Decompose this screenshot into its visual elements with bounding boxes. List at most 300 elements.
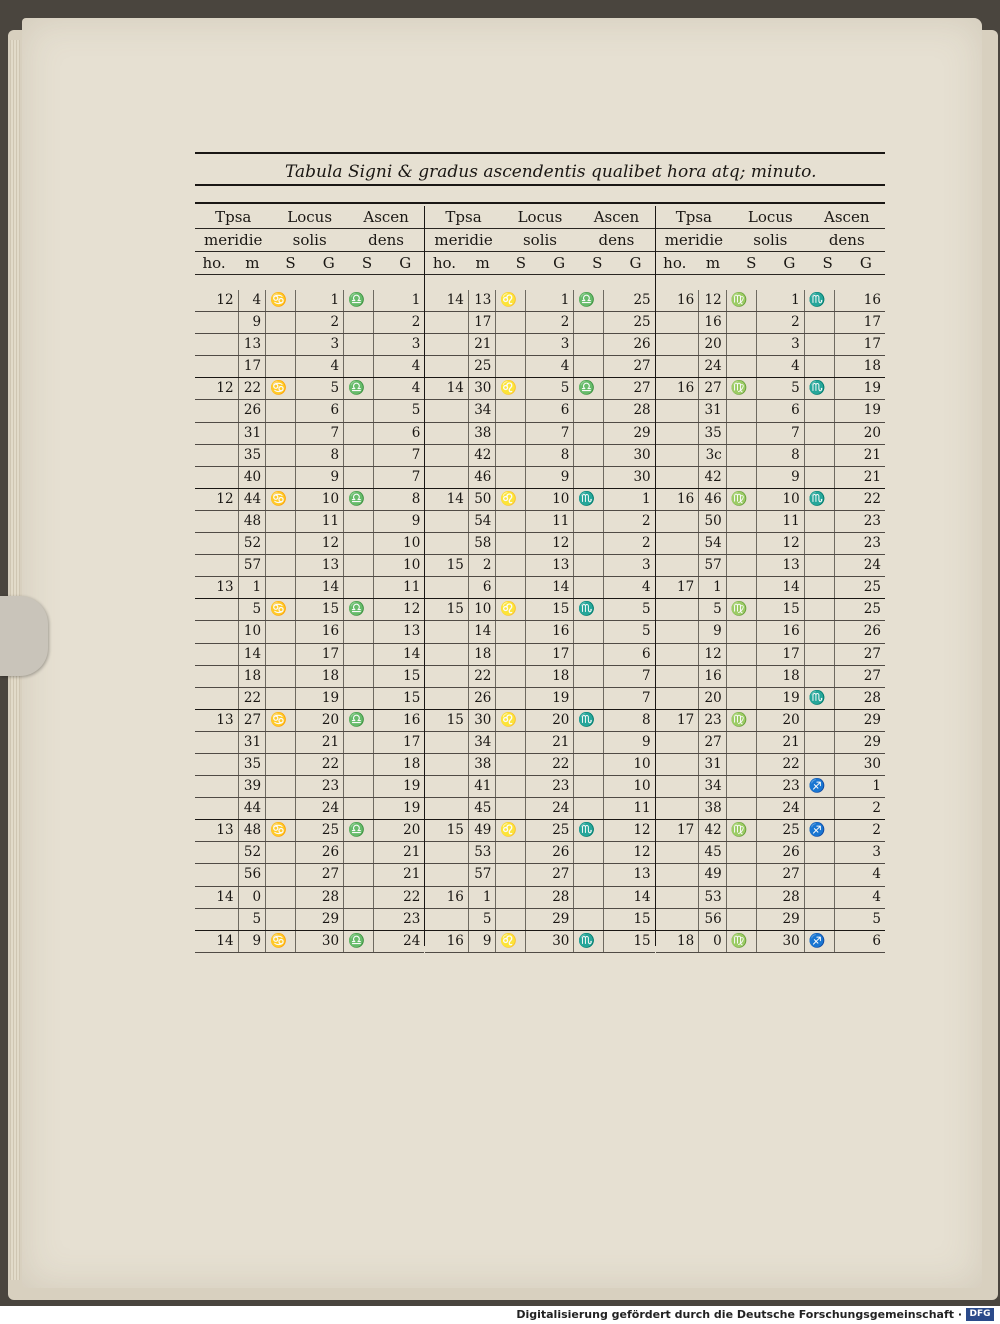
table-cell bbox=[574, 334, 604, 355]
table-cell bbox=[574, 732, 604, 753]
table-cell bbox=[574, 754, 604, 775]
table-cell: 31 bbox=[699, 400, 727, 421]
table-cell: 15 bbox=[425, 599, 469, 620]
header-cell: S bbox=[285, 254, 296, 272]
table-cell bbox=[344, 577, 374, 598]
table-row bbox=[195, 776, 424, 798]
table-cell bbox=[266, 423, 296, 444]
header-cell: G bbox=[553, 254, 566, 272]
table-cell: 0 bbox=[239, 887, 267, 908]
table-row bbox=[656, 445, 885, 467]
table-cell bbox=[195, 621, 239, 642]
table-cell bbox=[195, 445, 239, 466]
table-cell bbox=[656, 887, 700, 908]
table-cell bbox=[195, 334, 239, 355]
table-cell bbox=[425, 864, 469, 885]
table-cell: 15 bbox=[526, 599, 574, 620]
table-cell: 7 bbox=[411, 468, 421, 485]
table-cell bbox=[195, 732, 239, 753]
table-cell bbox=[344, 423, 374, 444]
table-cell bbox=[266, 445, 296, 466]
table-cell bbox=[344, 356, 374, 377]
table-cell bbox=[574, 842, 604, 863]
table-cell: 17 bbox=[296, 644, 344, 665]
table-cell: 15 bbox=[425, 710, 469, 731]
table-cell: 5 bbox=[872, 910, 881, 927]
table-cell: 54 bbox=[699, 533, 727, 554]
table-cell: 9 bbox=[642, 733, 651, 750]
table-cell: 30 bbox=[633, 446, 651, 463]
top-rule bbox=[195, 152, 885, 154]
table-cell: 3 bbox=[526, 334, 574, 355]
header-row bbox=[656, 206, 885, 229]
table-cell: ♍ bbox=[727, 489, 757, 510]
header-cell: ho. bbox=[663, 254, 687, 272]
table-cell: 12 bbox=[699, 644, 727, 665]
table-cell: 31 bbox=[239, 732, 267, 753]
table-row bbox=[425, 400, 654, 422]
table-cell bbox=[344, 644, 374, 665]
table-cell bbox=[805, 356, 835, 377]
header-row bbox=[195, 206, 424, 229]
table-cell: ♌ bbox=[496, 599, 526, 620]
header-cell: m bbox=[475, 254, 490, 272]
table-cell bbox=[574, 577, 604, 598]
table-row bbox=[656, 798, 885, 820]
table-cell: 28 bbox=[296, 887, 344, 908]
table-cell: 28 bbox=[757, 887, 805, 908]
header-cell: Ascen bbox=[824, 208, 870, 226]
table-cell: 8 bbox=[642, 711, 651, 728]
table-cell: 22 bbox=[239, 688, 267, 709]
table-cell: ♏ bbox=[574, 820, 604, 841]
table-cell bbox=[727, 842, 757, 863]
header-row bbox=[425, 252, 654, 275]
header-row bbox=[195, 252, 424, 275]
table-cell: 42 bbox=[699, 820, 727, 841]
ascension-table bbox=[195, 150, 885, 950]
table-cell: 2 bbox=[757, 312, 805, 333]
table-row bbox=[656, 334, 885, 356]
header-cell: Ascen bbox=[593, 208, 640, 226]
table-cell: 18 bbox=[757, 666, 805, 687]
table-cell: 29 bbox=[863, 711, 881, 728]
table-row bbox=[425, 577, 654, 599]
table-cell: 5 bbox=[642, 601, 651, 618]
table-cell: 25 bbox=[863, 579, 881, 596]
table-cell: 53 bbox=[699, 887, 727, 908]
table-cell: 52 bbox=[239, 533, 267, 554]
table-cell: 11 bbox=[526, 511, 574, 532]
table-cell: 17 bbox=[656, 820, 700, 841]
table-row bbox=[195, 334, 424, 356]
table-cell: 22 bbox=[469, 666, 497, 687]
table-cell: 22 bbox=[403, 888, 421, 905]
table-cell: 7 bbox=[296, 423, 344, 444]
table-row bbox=[656, 710, 885, 732]
table-cell bbox=[656, 754, 700, 775]
table-cell bbox=[195, 864, 239, 885]
table-title: Tabula Signi & gradus ascendentis qualibet hora atq; minuto. bbox=[285, 162, 817, 182]
table-cell: 45 bbox=[469, 798, 497, 819]
table-cell bbox=[266, 776, 296, 797]
table-cell: ♎ bbox=[344, 489, 374, 510]
table-row bbox=[425, 931, 654, 953]
table-cell: ♍ bbox=[727, 378, 757, 399]
table-row bbox=[656, 887, 885, 909]
table-cell bbox=[496, 356, 526, 377]
table-cell: 27 bbox=[863, 645, 881, 662]
header-row bbox=[656, 229, 885, 252]
table-cell bbox=[195, 842, 239, 863]
table-row bbox=[425, 842, 654, 864]
table-cell: 4 bbox=[872, 866, 881, 883]
table-cell: 13 bbox=[633, 866, 651, 883]
table-cell bbox=[496, 312, 526, 333]
table-cell: 46 bbox=[469, 467, 497, 488]
table-cell: 14 bbox=[757, 577, 805, 598]
table-cell: 2 bbox=[296, 312, 344, 333]
table-cell bbox=[656, 400, 700, 421]
table-cell: 20 bbox=[699, 334, 727, 355]
table-cell: 2 bbox=[872, 800, 881, 817]
table-cell: ♌ bbox=[496, 710, 526, 731]
table-cell bbox=[727, 754, 757, 775]
table-cell: 15 bbox=[633, 910, 651, 927]
table-cell: 9 bbox=[411, 512, 421, 529]
table-cell: 20 bbox=[699, 688, 727, 709]
table-cell: 56 bbox=[699, 909, 727, 930]
table-cell: 56 bbox=[239, 864, 267, 885]
table-cell: 17 bbox=[239, 356, 267, 377]
table-cell: 30 bbox=[296, 931, 344, 952]
table-cell: ♌ bbox=[496, 489, 526, 510]
table-cell: ♋ bbox=[266, 820, 296, 841]
table-row bbox=[425, 511, 654, 533]
table-row bbox=[195, 445, 424, 467]
table-row bbox=[195, 754, 424, 776]
table-cell: 6 bbox=[296, 400, 344, 421]
table-cell: 25 bbox=[863, 601, 881, 618]
header-cell: Locus bbox=[517, 208, 563, 226]
table-cell: 18 bbox=[526, 666, 574, 687]
table-cell: ♏ bbox=[805, 489, 835, 510]
table-cell: 5 bbox=[757, 378, 805, 399]
table-row bbox=[195, 312, 424, 334]
table-cell: 13 bbox=[469, 290, 497, 311]
table-cell: 30 bbox=[526, 931, 574, 952]
table-row bbox=[195, 688, 424, 710]
table-cell: 7 bbox=[526, 423, 574, 444]
table-cell: 8 bbox=[411, 490, 421, 507]
table-cell: 5 bbox=[469, 909, 497, 930]
table-cell bbox=[727, 732, 757, 753]
table-row bbox=[195, 577, 424, 599]
table-cell bbox=[805, 467, 835, 488]
table-cell bbox=[496, 798, 526, 819]
table-cell bbox=[727, 644, 757, 665]
table-cell: 39 bbox=[239, 776, 267, 797]
header-rule bbox=[195, 202, 885, 204]
table-cell bbox=[266, 533, 296, 554]
table-cell: 1 bbox=[872, 778, 881, 795]
table-cell bbox=[656, 423, 700, 444]
table-cell: 12 bbox=[403, 601, 421, 618]
header-cell: G bbox=[399, 254, 412, 272]
table-cell: 3 bbox=[757, 334, 805, 355]
table-cell bbox=[805, 400, 835, 421]
table-cell bbox=[727, 423, 757, 444]
table-cell bbox=[574, 467, 604, 488]
table-cell: 7 bbox=[411, 446, 421, 463]
table-cell: 21 bbox=[403, 844, 421, 861]
table-cell: 7 bbox=[642, 689, 651, 706]
table-cell: ♋ bbox=[266, 378, 296, 399]
table-cell bbox=[805, 533, 835, 554]
table-cell: 26 bbox=[469, 688, 497, 709]
table-cell: 5 bbox=[699, 599, 727, 620]
table-row bbox=[195, 732, 424, 754]
table-cell: 16 bbox=[403, 711, 421, 728]
table-row bbox=[195, 489, 424, 511]
table-cell bbox=[805, 798, 835, 819]
column-header bbox=[656, 206, 885, 290]
table-cell: 4 bbox=[757, 356, 805, 377]
table-cell: 22 bbox=[526, 754, 574, 775]
header-row bbox=[195, 229, 424, 252]
table-cell: 13 bbox=[195, 710, 239, 731]
table-cell: 20 bbox=[757, 710, 805, 731]
table-cell bbox=[425, 776, 469, 797]
table-cell: 22 bbox=[239, 378, 267, 399]
table-cell bbox=[496, 555, 526, 576]
table-row bbox=[195, 290, 424, 312]
table-cell: 21 bbox=[296, 732, 344, 753]
table-cell bbox=[344, 312, 374, 333]
table-cell bbox=[425, 909, 469, 930]
table-cell bbox=[574, 864, 604, 885]
table-cell: 4 bbox=[411, 380, 421, 397]
table-cell bbox=[266, 644, 296, 665]
table-block-1 bbox=[195, 206, 424, 949]
table-row bbox=[195, 887, 424, 909]
table-row bbox=[425, 533, 654, 555]
table-row bbox=[425, 798, 654, 820]
table-row bbox=[656, 621, 885, 643]
table-cell bbox=[195, 644, 239, 665]
table-cell: 19 bbox=[526, 688, 574, 709]
table-row bbox=[425, 909, 654, 931]
header-cell: S bbox=[361, 254, 373, 272]
table-cell: 29 bbox=[296, 909, 344, 930]
table-cell bbox=[425, 445, 469, 466]
table-cell bbox=[344, 467, 374, 488]
table-row bbox=[195, 378, 424, 400]
table-cell: 10 bbox=[633, 778, 651, 795]
table-cell bbox=[805, 423, 835, 444]
table-cell: 21 bbox=[526, 732, 574, 753]
header-cell: dens bbox=[598, 231, 635, 249]
table-cell: ♏ bbox=[574, 931, 604, 952]
table-cell: 13 bbox=[195, 577, 239, 598]
table-cell bbox=[727, 445, 757, 466]
table-cell: 14 bbox=[403, 645, 421, 662]
table-cell bbox=[425, 400, 469, 421]
table-cell bbox=[727, 577, 757, 598]
table-row bbox=[656, 577, 885, 599]
table-cell bbox=[344, 754, 374, 775]
table-row bbox=[425, 688, 654, 710]
table-cell: 7 bbox=[642, 667, 651, 684]
table-cell: 14 bbox=[195, 931, 239, 952]
header-cell: solis bbox=[522, 231, 557, 249]
table-cell: 25 bbox=[633, 292, 651, 308]
table-cell: 8 bbox=[296, 445, 344, 466]
table-cell: ♌ bbox=[496, 931, 526, 952]
table-cell bbox=[656, 533, 700, 554]
table-row bbox=[195, 931, 424, 953]
table-cell: 24 bbox=[403, 932, 421, 949]
table-cell bbox=[805, 710, 835, 731]
table-row bbox=[425, 666, 654, 688]
table-cell: 1 bbox=[411, 292, 421, 308]
table-cell: ♏ bbox=[805, 688, 835, 709]
table-cell: 17 bbox=[656, 577, 700, 598]
table-cell bbox=[805, 555, 835, 576]
table-cell bbox=[195, 467, 239, 488]
table-cell bbox=[266, 356, 296, 377]
table-cell: 14 bbox=[633, 888, 651, 905]
table-cell: ♎ bbox=[344, 290, 374, 311]
table-cell: 13 bbox=[403, 623, 421, 640]
table-cell: 24 bbox=[699, 356, 727, 377]
table-row bbox=[425, 378, 654, 400]
table-row bbox=[425, 290, 654, 312]
table-cell: 31 bbox=[699, 754, 727, 775]
table-cell: 16 bbox=[699, 666, 727, 687]
table-cell bbox=[344, 688, 374, 709]
table-cell: 16 bbox=[699, 312, 727, 333]
table-cell bbox=[805, 666, 835, 687]
table-cell bbox=[266, 555, 296, 576]
table-cell bbox=[727, 511, 757, 532]
table-cell: 57 bbox=[469, 864, 497, 885]
table-cell: 23 bbox=[863, 535, 881, 552]
table-cell: ♐ bbox=[805, 931, 835, 952]
table-cell: 30 bbox=[757, 931, 805, 952]
table-cell bbox=[496, 621, 526, 642]
table-row bbox=[656, 732, 885, 754]
table-cell bbox=[425, 356, 469, 377]
table-cell: 12 bbox=[699, 290, 727, 311]
header-cell: Tpsa bbox=[675, 208, 712, 226]
table-cell bbox=[425, 334, 469, 355]
table-cell: 23 bbox=[863, 512, 881, 529]
table-cell: 12 bbox=[195, 378, 239, 399]
table-cell bbox=[266, 842, 296, 863]
table-cell: 2 bbox=[526, 312, 574, 333]
table-row bbox=[656, 423, 885, 445]
title-rule bbox=[195, 184, 885, 186]
table-cell bbox=[656, 688, 700, 709]
digitization-footer bbox=[0, 1306, 1000, 1324]
table-row bbox=[195, 909, 424, 931]
table-cell bbox=[805, 621, 835, 642]
table-cell: 6 bbox=[757, 400, 805, 421]
table-cell: 14 bbox=[469, 621, 497, 642]
table-cell bbox=[195, 798, 239, 819]
header-cell: S bbox=[746, 254, 757, 272]
table-cell bbox=[266, 688, 296, 709]
table-cell: 12 bbox=[633, 844, 651, 861]
table-cell: ♋ bbox=[266, 489, 296, 510]
table-row bbox=[656, 312, 885, 334]
table-cell: 27 bbox=[296, 864, 344, 885]
table-cell bbox=[656, 334, 700, 355]
table-cell: 20 bbox=[526, 710, 574, 731]
table-cell: 18 bbox=[296, 666, 344, 687]
table-cell: 1 bbox=[239, 577, 267, 598]
table-cell: 9 bbox=[699, 621, 727, 642]
header-cell: meridie bbox=[434, 231, 493, 249]
table-cell bbox=[805, 754, 835, 775]
table-cell: 15 bbox=[633, 932, 651, 949]
table-cell: 5 bbox=[296, 378, 344, 399]
table-cell: 19 bbox=[296, 688, 344, 709]
table-cell: 4 bbox=[411, 358, 421, 375]
table-cell bbox=[727, 666, 757, 687]
table-row bbox=[425, 555, 654, 577]
table-cell bbox=[574, 356, 604, 377]
table-cell bbox=[344, 776, 374, 797]
header-cell: solis bbox=[292, 231, 327, 249]
table-cell: 11 bbox=[296, 511, 344, 532]
table-cell: 23 bbox=[296, 776, 344, 797]
table-row bbox=[656, 776, 885, 798]
table-row bbox=[425, 820, 654, 842]
table-cell bbox=[727, 533, 757, 554]
table-cell bbox=[344, 732, 374, 753]
table-cell: 46 bbox=[699, 489, 727, 510]
table-cell bbox=[574, 445, 604, 466]
table-cell: 19 bbox=[863, 402, 881, 419]
table-cell: ♎ bbox=[344, 378, 374, 399]
table-cell: 3 bbox=[642, 557, 651, 574]
table-cell: 49 bbox=[469, 820, 497, 841]
table-cell bbox=[195, 423, 239, 444]
table-cell bbox=[344, 798, 374, 819]
table-cell bbox=[496, 909, 526, 930]
table-row bbox=[425, 864, 654, 886]
table-cell: 19 bbox=[403, 800, 421, 817]
table-cell: 10 bbox=[239, 621, 267, 642]
table-cell: 5 bbox=[526, 378, 574, 399]
table-cell bbox=[425, 467, 469, 488]
table-cell: 9 bbox=[469, 931, 497, 952]
table-cell: 15 bbox=[296, 599, 344, 620]
header-cell: Locus bbox=[287, 208, 333, 226]
header-cell: meridie bbox=[664, 231, 724, 249]
header-cell: solis bbox=[753, 231, 788, 249]
table-cell bbox=[656, 445, 700, 466]
table-cell: ♋ bbox=[266, 599, 296, 620]
table-cell: 49 bbox=[699, 864, 727, 885]
table-cell bbox=[805, 577, 835, 598]
header-cell: Locus bbox=[747, 208, 793, 226]
header-cell: G bbox=[322, 254, 335, 272]
table-cell bbox=[266, 732, 296, 753]
table-cell: 4 bbox=[642, 579, 651, 596]
